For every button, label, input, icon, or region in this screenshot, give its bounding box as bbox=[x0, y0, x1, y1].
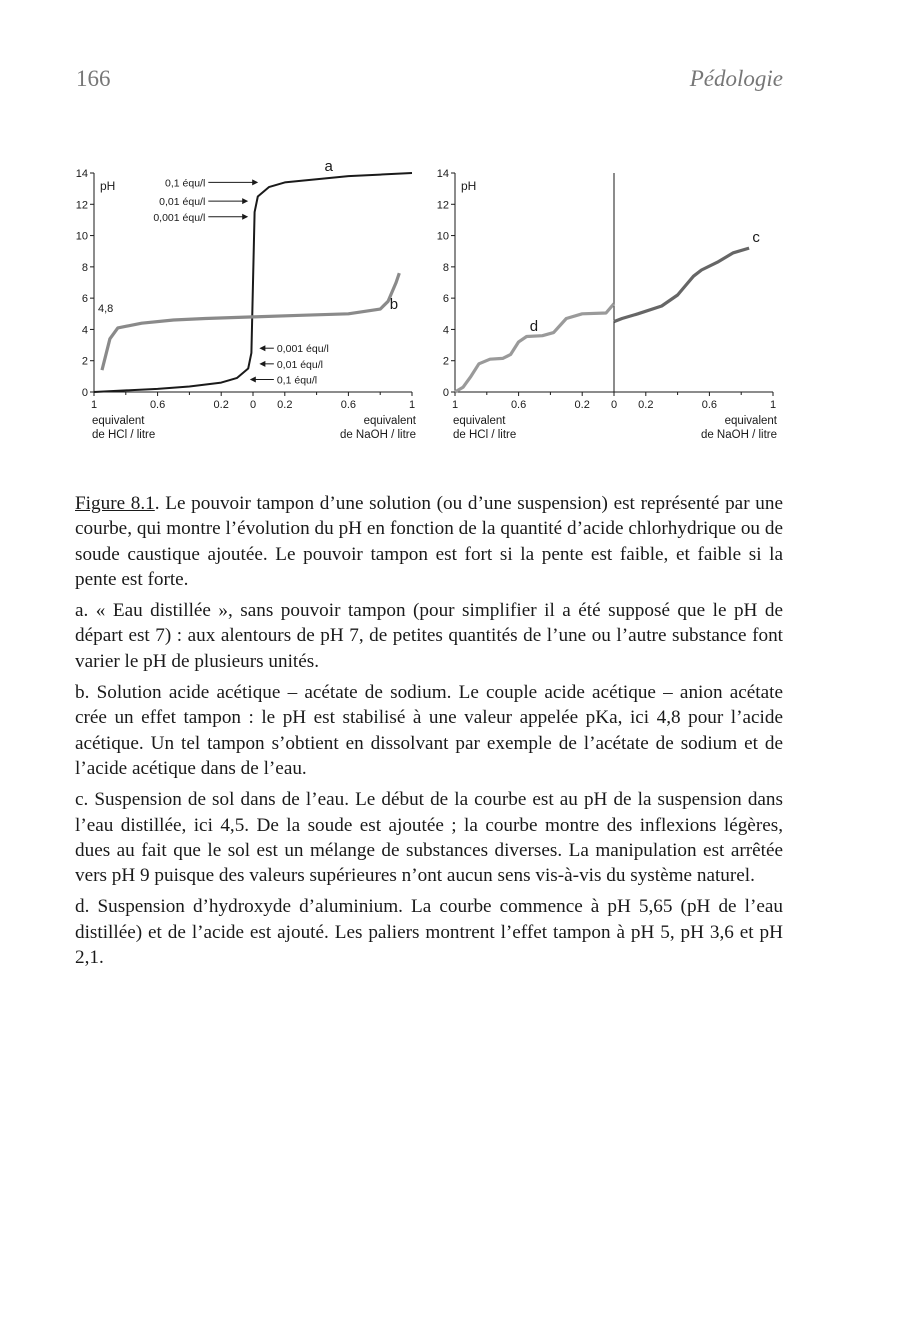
concentration-label-high: 0,01 équ/l bbox=[159, 196, 206, 209]
x-tick-label: 0.6 bbox=[340, 399, 357, 411]
x-tick-label: 1 bbox=[408, 399, 416, 411]
y-tick-label: 6 bbox=[442, 293, 449, 306]
y-tick-label: 14 bbox=[436, 168, 449, 180]
x-tick-label: 1 bbox=[90, 399, 98, 411]
y-tick-label: 10 bbox=[75, 230, 88, 243]
x-label-naoh: equivalent bbox=[363, 415, 416, 427]
y-tick-label: 0 bbox=[81, 387, 88, 399]
x-tick-label: 0 bbox=[610, 399, 618, 411]
y-tick-label: 12 bbox=[436, 199, 449, 212]
caption-item-c: c. Suspension de sol dans de l’eau. Le début de la courbe est au pH de la suspension dans l’eau distillée, ici 4,5. De la soude est ajoutée ; la courbe montre des inflexions légères, dues au fait que le sol est un mélange de substances diverses. La manipulation est arrêtée vers pH 9 puisque des valeurs supérieures n’ont aucun sens vis-à-vis du système naturel. bbox=[75, 789, 783, 887]
y-tick-label: 10 bbox=[436, 230, 449, 243]
caption-intro bbox=[75, 491, 783, 592]
caption-item-b: b. Solution acide acétique – acétate de sodium. Le couple acide acétique – anion acétate crée un effet tampon : le pH est stabilisé à une valeur appelée pKa, ici 4,8 pour l’acide acétique. Un tel tampon s’obtient en dissolvant par exemple de l’acétate de sodium et de l’acide acétique dans de l’eau. bbox=[75, 682, 783, 779]
annotation-arrowhead bbox=[242, 198, 248, 204]
x-tick-label: 0.2 bbox=[574, 399, 590, 411]
caption-intro-text: . Le pouvoir tampon d’une solution (ou d’une suspension) est représenté par une courbe, qui montre l’évolution du pH en fonction de la quantité d’acide chlorhydrique ou de soude caustique ajoutée. Le pouvoir tampon est fort si la pente est faible, et faible si la pente est forte. bbox=[75, 493, 783, 590]
x-tick-label: 0.2 bbox=[213, 399, 229, 411]
y-tick-label: 2 bbox=[81, 355, 88, 368]
x-tick-label: 0.2 bbox=[277, 399, 293, 411]
x-tick-label: 0.6 bbox=[510, 399, 527, 411]
caption-item-a: a. « Eau distillée », sans pouvoir tampon (pour simplifier il a été supposé que le pH de départ est 7) : aux alentours de pH 7, de petites quantités de l’une ou l’autre substance font varier le pH de plusieurs unités. bbox=[75, 600, 783, 672]
annotation-arrowhead bbox=[259, 361, 265, 367]
curve-label-b: b bbox=[389, 296, 399, 314]
x-label-naoh: de NaOH / litre bbox=[339, 429, 416, 441]
concentration-label-low: 0,001 équ/l bbox=[276, 343, 329, 356]
concentration-label-high: 0,1 équ/l bbox=[165, 177, 206, 190]
x-tick-label: 1 bbox=[451, 399, 459, 411]
x-label-hcl: de HCl / litre bbox=[92, 429, 156, 441]
page-number: 166 bbox=[76, 66, 111, 91]
annotation-arrowhead bbox=[259, 345, 265, 351]
y-tick-label: 0 bbox=[442, 387, 449, 399]
series-d-line bbox=[455, 304, 614, 392]
x-label-hcl: equivalent bbox=[92, 415, 145, 427]
figure-caption bbox=[75, 491, 783, 976]
y-tick-label: 8 bbox=[81, 261, 88, 274]
caption-item-d: d. Suspension d’hydroxyde d’aluminium. La courbe commence à pH 5,65 (pH de l’eau distillée) et de l’acide est ajouté. Les paliers montrent l’effet tampon à pH 5, pH 3,6 et pH 2,1. bbox=[75, 896, 783, 969]
x-tick-label: 0.2 bbox=[638, 399, 654, 411]
series-a-line bbox=[94, 173, 412, 392]
x-tick-label: 0.6 bbox=[701, 399, 718, 411]
chart-panel-1 bbox=[76, 160, 417, 441]
annotation-arrowhead bbox=[242, 214, 248, 220]
running-title: Pédologie bbox=[689, 66, 783, 91]
concentration-label-low: 0,1 équ/l bbox=[276, 374, 318, 387]
x-tick-label: 0.6 bbox=[149, 399, 166, 411]
series-c-line bbox=[614, 248, 749, 322]
y-tick-label: 6 bbox=[81, 293, 88, 306]
concentration-label-low: 0,01 équ/l bbox=[276, 358, 323, 371]
annotation-arrowhead bbox=[252, 179, 258, 185]
y-tick-label: 14 bbox=[75, 168, 88, 180]
x-tick-label: 0 bbox=[249, 399, 257, 411]
figure-reference: Figure 8.1 bbox=[75, 493, 155, 514]
pka-label: 4,8 bbox=[98, 302, 114, 315]
concentration-label-high: 0,001 équ/l bbox=[153, 211, 206, 224]
x-label-hcl: de HCl / litre bbox=[453, 429, 517, 441]
y-tick-label: 8 bbox=[442, 261, 449, 274]
annotation-arrowhead bbox=[250, 376, 256, 382]
curve-label-c: c bbox=[752, 228, 760, 246]
curve-label-d: d bbox=[529, 317, 539, 335]
x-tick-label: 1 bbox=[769, 399, 777, 411]
y-tick-label: 2 bbox=[442, 355, 449, 368]
chart-panel-2 bbox=[437, 168, 778, 441]
y-tick-label: 12 bbox=[75, 199, 88, 212]
x-label-hcl: equivalent bbox=[453, 415, 506, 427]
y-tick-label: 4 bbox=[81, 324, 88, 337]
figure-8-1 bbox=[70, 160, 810, 455]
curve-label-a: a bbox=[324, 160, 333, 175]
y-axis-label: pH bbox=[461, 179, 477, 193]
x-label-naoh: de NaOH / litre bbox=[700, 429, 777, 441]
x-label-naoh: equivalent bbox=[724, 415, 777, 427]
y-tick-label: 4 bbox=[442, 324, 449, 337]
y-axis-label: pH bbox=[100, 179, 116, 193]
figure-svg bbox=[70, 160, 810, 455]
